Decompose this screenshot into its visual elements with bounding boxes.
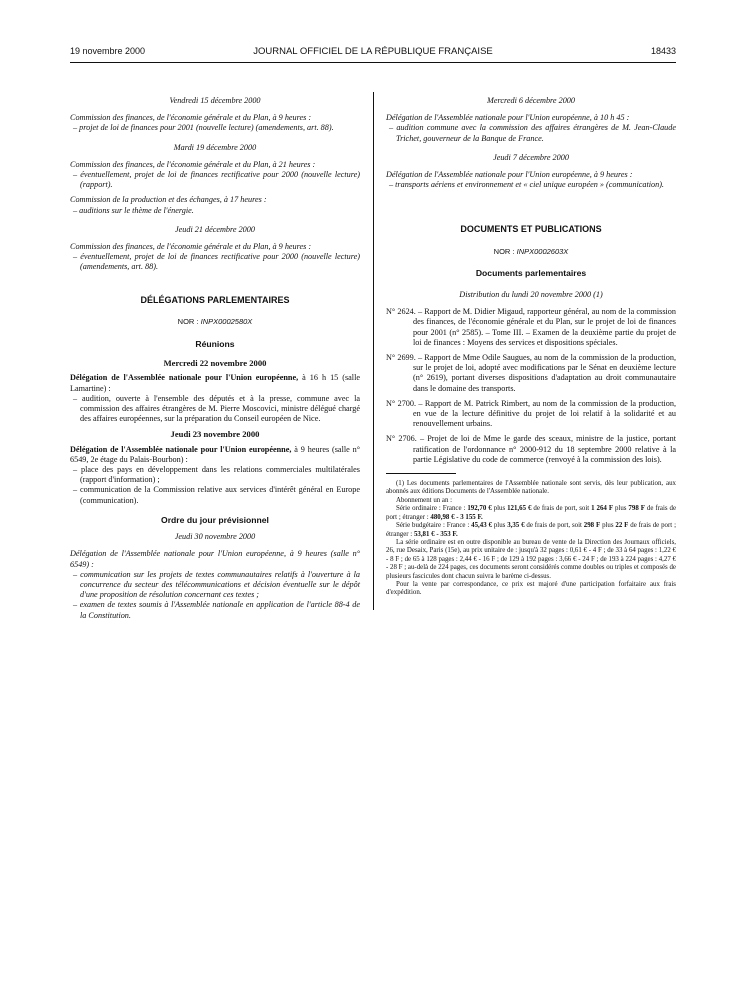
day-heading: Jeudi 30 novembre 2000 [174, 532, 256, 542]
footnote-rule [386, 473, 456, 474]
footnote-text: Abonnement un an : [396, 496, 453, 504]
agenda-item: – auditions sur le thème de l'énergie. [73, 205, 194, 215]
agenda-item: – éventuellement, projet de loi de finances rectificative pour 2000 (nouvelle lecture) (amendements, art. 88). [73, 252, 360, 272]
footnote-text: (1) Les documents parlementaires de l'Assemblée nationale sont servis, dès leur publication, aux abonnés aux éditions Documents de l'Assemblée nationale. [386, 480, 676, 496]
day-heading: Jeudi 7 décembre 2000 [493, 152, 569, 162]
document-entry: N° 2706. – Projet de loi de Mme le garde des sceaux, ministre de la justice, portant ratification de l'ordonnance n° 2000-912 du 18 septembre 2000 relative à la partie Législative du code de commerce (renvoyé à la commission des lois). [386, 434, 676, 464]
distribution-heading: Distribution du lundi 20 novembre 2000 (1) [459, 290, 603, 300]
header-date: 19 novembre 2000 [70, 46, 146, 56]
agenda-item: – audition, ouverte à l'ensemble des députés et à la presse, commune avec la commission des affaires étrangères de M. Pierre Moscovici, ministre délégué chargé des affaires européennes, sur la préparation du Conseil européen de Nice. [73, 393, 360, 424]
agenda-item: – projet de loi de finances pour 2001 (nouvelle lecture) (amendements, art. 88). [73, 123, 334, 133]
page-header [70, 46, 676, 62]
day-heading: Mardi 19 décembre 2000 [173, 142, 257, 152]
section-title: DÉLÉGATIONS PARLEMENTAIRES [140, 294, 290, 305]
footnote-pricing: Série budgétaire : France : 45,43 € plus 3,35 € de frais de port, soit 298 F plus 22 F de frais de port ; étranger : 53,81 € - 353 F. [386, 522, 676, 538]
entry: Délégation de l'Assemblée nationale pour l'Union européenne, à 9 heures (salle n° 6549) : [70, 549, 360, 569]
footnote-text: La série ordinaire est en outre disponible au bureau de vente de la Direction des Journaux officiels, 26, rue Desaix, Paris (15e), au prix unitaire de : jusqu'à 32 pages : 0,61 € - 4 F ; de 33 à 64 pages : 1,22 € - 8 F ; de 65 à 128 pages : 2,44 € - 16 F ; de 129 à 192 pages : 3,66 € - 24 F ; de 193 à 224 pages : 4,27 € - 28 F ; au-delà de 224 pages, ces documents seront considérés comme doubles ou triples et composés de plusieurs fascicules dont chacun suivra le barème ci-dessus. [386, 538, 676, 580]
entry: Délégation de l'Assemblée nationale pour l'Union européenne, à 16 h 15 (salle Lamartine) : [70, 373, 360, 393]
document-entry: N° 2700. – Rapport de M. Patrick Rimbert, au nom de la commission de la production, en vue de la lecture définitive du projet de loi relatif à la solidarité et au renouvellement urbains. [386, 398, 676, 429]
nor-reference: NOR : INPX0002580X [177, 316, 253, 326]
agenda-item: – audition commune avec la commission des affaires étrangères de M. Jean-Claude Trichet, gouverneur de la Banque de France. [389, 123, 676, 143]
entry: Commission de la production et des échanges, à 17 heures : [70, 195, 267, 205]
subsection-title: Documents parlementaires [475, 267, 587, 278]
document-entry: N° 2699. – Rapport de Mme Odile Saugues, au nom de la commission de la production, sur le projet de loi, adopté avec modifications par le Sénat en deuxième lecture (n° 2619), portant diverses dispositions d'adaptation au droit communautaire dans le domaine des transports. [386, 353, 676, 393]
column-separator [373, 92, 374, 610]
header-rule [70, 62, 676, 63]
entry: Délégation de l'Assemblée nationale pour l'Union européenne, à 9 heures (salle n° 6549, 2e étage du Palais-Bourbon) : [70, 444, 360, 464]
day-heading: Mercredi 22 novembre 2000 [163, 358, 267, 369]
day-heading: Mercredi 6 décembre 2000 [487, 96, 575, 105]
entry: Délégation de l'Assemblée nationale pour l'Union européenne, à 9 heures : [386, 170, 633, 180]
agenda-item: – communication sur les projets de textes communautaires relatifs à l'ouverture à la concurrence du secteur des télécommunications et décision éventuelle sur le dépôt d'une proposition de résolution concernant ces textes ; [73, 569, 360, 600]
right-column [386, 96, 676, 598]
agenda-item: – éventuellement, projet de loi de finances rectificative pour 2000 (nouvelle lecture) (rapport). [73, 170, 360, 190]
agenda-item: – examen de textes soumis à l'Assemblée nationale en application de l'article 88-4 de la Constitution. [73, 600, 360, 620]
entry: Délégation de l'Assemblée nationale pour l'Union européenne, à 10 h 45 : [386, 113, 630, 123]
day-heading: Jeudi 21 décembre 2000 [175, 224, 255, 234]
entry: Commission des finances, de l'économie générale et du Plan, à 21 heures : [70, 159, 316, 169]
entry: Commission des finances, de l'économie générale et du Plan, à 9 heures : [70, 242, 312, 252]
subsection-title: Ordre du jour prévisionnel [161, 514, 269, 525]
journal-title: JOURNAL OFFICIEL DE LA RÉPUBLIQUE FRANÇAISE [253, 46, 493, 57]
agenda-item: – communication de la Commission relative aux services d'intérêt général en Europe (communication). [73, 485, 360, 505]
entry: Commission des finances, de l'économie générale et du Plan, à 9 heures : [70, 113, 312, 123]
section-title: DOCUMENTS ET PUBLICATIONS [460, 224, 602, 235]
left-column [70, 96, 360, 621]
day-heading: Vendredi 15 décembre 2000 [169, 96, 261, 105]
agenda-item: – place des pays en développement dans les relations commerciales multilatérales (rapport d'information) ; [73, 465, 360, 485]
document-entry: N° 2624. – Rapport de M. Didier Migaud, rapporteur général, au nom de la commission des finances, de l'économie générale et du Plan, sur le projet de loi de finances pour 2001 (n° 2585). – Tome III. – Examen de la deuxième partie du projet de loi de finances : Moyens des services et dispositions spéciales. [386, 307, 676, 347]
subsection-title: Réunions [195, 339, 235, 350]
footnote-text: Pour la vente par correspondance, ce prix est majoré d'une participation forfaitaire aux frais d'expédition. [386, 580, 676, 597]
day-heading: Jeudi 23 novembre 2000 [170, 429, 260, 440]
nor-reference: NOR : INPX0002603X [493, 246, 569, 256]
page-number: 18433 [650, 46, 676, 56]
footnote-pricing: Série ordinaire : France : 192,70 € plus 121,65 € de frais de port, soit 1 264 F plus 798 F de frais de port ; étranger : 480,98 € - 3 155 F. [386, 505, 677, 521]
agenda-item: – transports aériens et environnement et « ciel unique européen » (communication). [389, 180, 664, 190]
